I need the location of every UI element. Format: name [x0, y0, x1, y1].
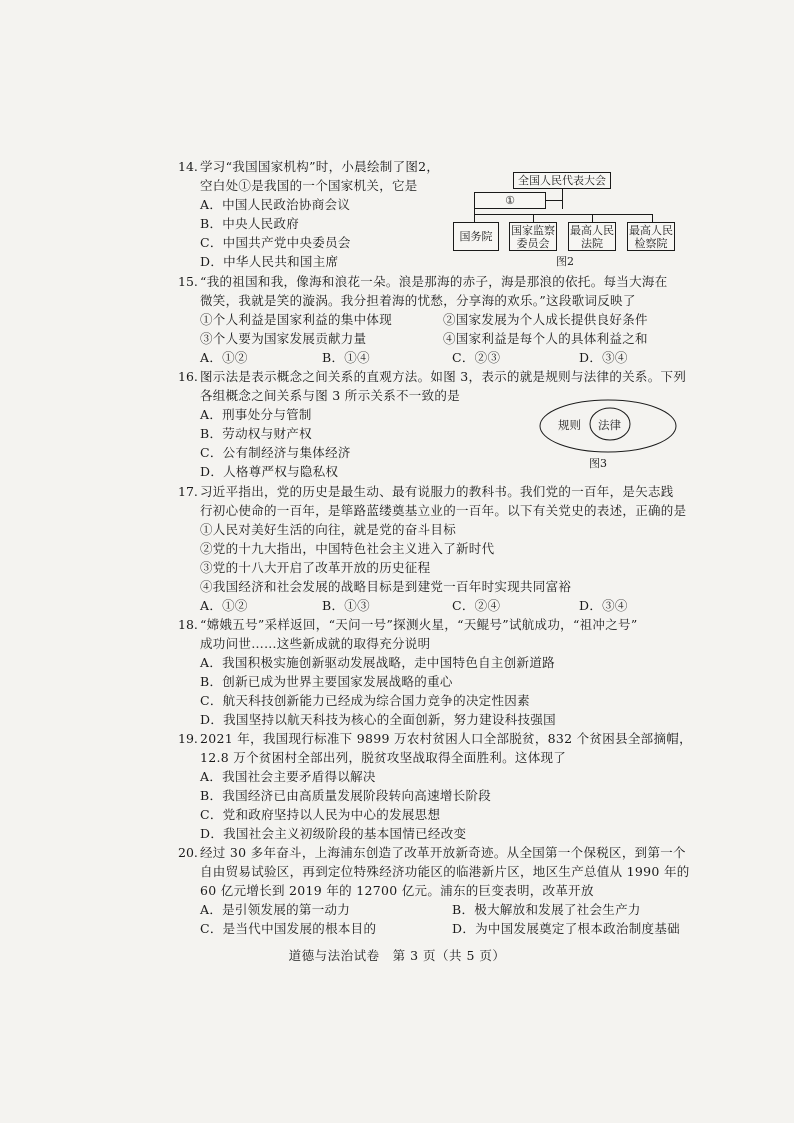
question-15-line-1: “我的祖国和我，像海和浪花一朵。浪是那海的赤子，海是那浪的依托。每当大海在 — [200, 274, 668, 289]
question-17-option-b: B．①③ — [322, 598, 370, 613]
question-18-option-d: D．我国坚持以航天科技为核心的全面创新，努力建设科技强国 — [200, 712, 556, 727]
question-20-option-d: D．为中国发展奠定了根本政治制度基础 — [452, 921, 680, 936]
chart-box-npc: 全国人民代表大会 — [513, 172, 611, 189]
question-17-statement-3: ③党的十八大开启了改革开放的历史征程 — [200, 560, 431, 575]
figure-3-caption: 图3 — [589, 457, 607, 470]
question-18-option-a: A．我国积极实施创新驱动发展战略，走中国特色自主创新道路 — [200, 655, 555, 670]
chart-connector — [474, 214, 652, 215]
question-14-stem-2: 空白处①是我国的一个国家机关，它是 — [200, 178, 418, 193]
question-15-option-c: C．②③ — [452, 350, 501, 365]
chart-box-blank: ① — [474, 192, 546, 209]
question-15-number: 15. — [178, 274, 198, 289]
question-14-option-a: A．中国人民政治协商会议 — [200, 197, 351, 212]
question-19-option-d: D．我国社会主义初级阶段的基本国情已经改变 — [200, 826, 467, 841]
question-19-option-b: B．我国经济已由高质量发展阶段转向高速增长阶段 — [200, 788, 492, 803]
figure-2-caption: 图2 — [556, 255, 574, 268]
question-18-line-2: 成功问世……这些新成就的取得充分说明 — [200, 636, 431, 651]
question-17-statement-1: ①人民对美好生活的向往，就是党的奋斗目标 — [200, 522, 457, 537]
chart-connector — [533, 214, 534, 222]
question-19-number: 19. — [178, 731, 198, 746]
figure-3-inner-label: 法律 — [598, 418, 621, 432]
question-17-number: 17. — [178, 484, 198, 499]
question-14-option-c: C．中国共产党中央委员会 — [200, 235, 351, 250]
question-19-option-c: C．党和政府坚持以人民为中心的发展思想 — [200, 807, 441, 822]
question-15-statement-1: ①个人利益是国家利益的集中体现 — [200, 312, 393, 327]
question-15-statement-4: ④国家利益是每个人的具体利益之和 — [443, 331, 648, 346]
question-15-statement-2: ②国家发展为个人成长提供良好条件 — [443, 312, 648, 327]
question-16-option-b: B．劳动权与财产权 — [200, 426, 312, 441]
question-20-number: 20. — [178, 845, 198, 860]
chart-box-supreme-court: 最高人民 法院 — [570, 223, 614, 250]
chart-connector — [592, 214, 593, 222]
question-18-option-b: B．创新已成为世界主要国家发展战略的重心 — [200, 674, 453, 689]
question-17-option-c: C．②④ — [452, 598, 501, 613]
question-17-statement-4: ④我国经济和社会发展的战略目标是到建党一百年时实现共同富裕 — [200, 579, 572, 594]
question-17-line-1: 习近平指出，党的历史是最生动、最有说服力的教科书。我们党的一百年，是矢志践 — [200, 484, 674, 499]
question-14-stem-1: 学习“我国国家机构”时，小晨绘制了图2， — [200, 159, 440, 174]
chart-box-supervision: 国家监察 委员会 — [511, 223, 555, 250]
question-15-option-b: B．①④ — [322, 350, 370, 365]
question-15-line-2: 微笑，我就是笑的漩涡。我分担着海的忧愁，分享海的欢乐。”这段歌词反映了 — [200, 293, 636, 308]
chart-box-state-council: 国务院 — [453, 222, 499, 251]
question-20-option-b: B．极大解放和发展了社会生产力 — [452, 902, 641, 917]
question-16-line-2: 各组概念之间关系与图 3 所示关系不一致的是 — [200, 388, 461, 403]
question-14-option-d: D．中华人民共和国主席 — [200, 254, 339, 269]
question-14-option-b: B．中央人民政府 — [200, 216, 300, 231]
chart-connector — [652, 214, 653, 222]
question-16-option-d: D．人格尊严权与隐私权 — [200, 464, 339, 479]
question-16-option-a: A．刑事处分与管制 — [200, 407, 312, 422]
figure-3-outer-label: 规则 — [558, 418, 581, 432]
question-17-option-d: D．③④ — [579, 598, 628, 613]
page-footer: 道德与法治试卷 第 3 页（共 5 页） — [288, 948, 506, 963]
question-19-line-2: 12.8 万个贫困村全部出列，脱贫攻坚战取得全面胜利。这体现了 — [200, 750, 567, 765]
question-15-option-d: D．③④ — [579, 350, 628, 365]
question-15-option-a: A．①② — [200, 350, 248, 365]
question-16-number: 16. — [178, 369, 198, 384]
question-19-line-1: 2021 年，我国现行标准下 9899 万农村贫困人口全部脱贫，832 个贫困县全部摘帽， — [200, 731, 692, 746]
question-20-line-1: 经过 30 多年奋斗，上海浦东创造了改革开放新奇迹。从全国第一个保税区，到第一个 — [200, 845, 686, 860]
question-20-line-2: 自由贸易试验区，再到定位特殊经济功能区的临港新片区，地区生产总值从 1990 年的 — [200, 864, 690, 879]
question-20-line-3: 60 亿元增长到 2019 年的 12700 亿元。浦东的巨变表明，改革开放 — [200, 883, 594, 898]
question-20-option-a: A．是引领发展的第一动力 — [200, 902, 351, 917]
chart-connector — [562, 189, 563, 209]
question-17-option-a: A．①② — [200, 598, 248, 613]
question-19-option-a: A．我国社会主要矛盾得以解决 — [200, 769, 376, 784]
question-20-option-c: C．是当代中国发展的根本目的 — [200, 921, 377, 936]
question-18-line-1: “嫦娥五号”采样返回，“天问一号”探测火星，“天鲲号”试航成功，“祖冲之号” — [200, 617, 638, 632]
question-17-statement-2: ②党的十九大指出，中国特色社会主义进入了新时代 — [200, 541, 495, 556]
question-15-statement-3: ③个人要为国家发展贡献力量 — [200, 331, 367, 346]
question-18-option-c: C．航天科技创新能力已经成为综合国力竞争的决定性因素 — [200, 693, 530, 708]
question-16-line-1: 图示法是表示概念之间关系的直观方法。如图 3，表示的就是规则与法律的关系。下列 — [200, 369, 687, 384]
chart-box-procuratorate: 最高人民 检察院 — [629, 223, 673, 250]
question-16-option-c: C．公有制经济与集体经济 — [200, 445, 351, 460]
question-17-line-2: 行初心使命的一百年，是筚路蓝缕奠基立业的一百年。以下有关党史的表述，正确的是 — [200, 503, 687, 518]
question-18-number: 18. — [178, 617, 198, 632]
question-14-number: 14. — [178, 159, 198, 174]
chart-connector — [474, 209, 475, 222]
